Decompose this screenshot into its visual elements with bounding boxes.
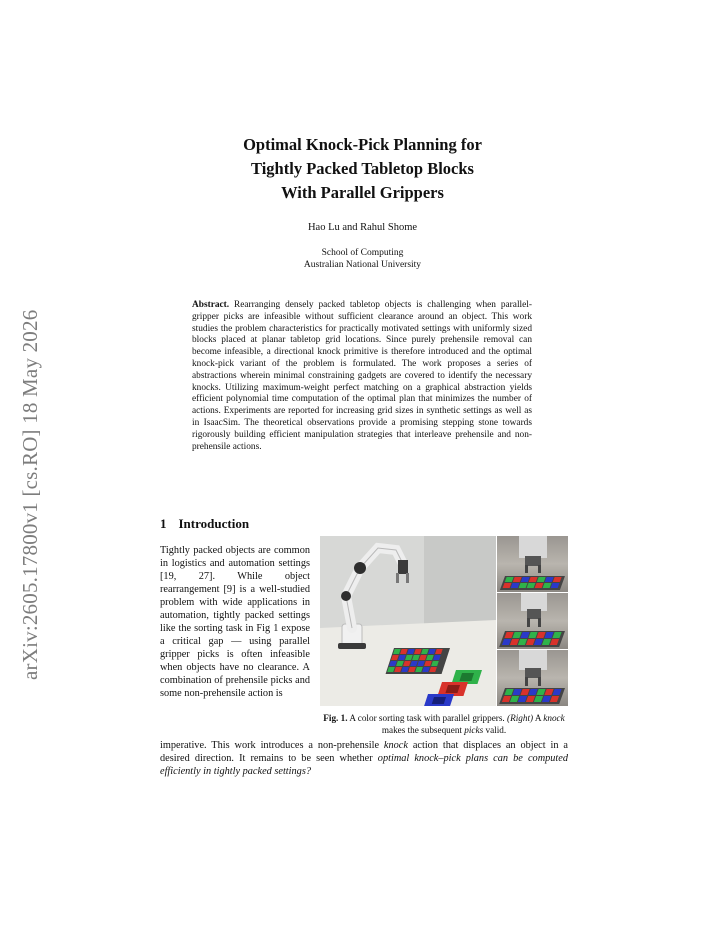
knock-step-drawing-3 bbox=[497, 650, 568, 706]
title-line: Tightly Packed Tabletop Blocks bbox=[251, 159, 474, 178]
caption-term-knock: knock bbox=[543, 713, 565, 723]
intro-paragraph: Tightly packed objects are common in logistics and automation settings [19, 27]. While object rearrangement [9] is a well-studied problem with wide applications in automation, tightly packed settings like the sorting task in Fig 1 expose a critical gap — using parallel gripper picks is often infeasible when objects have no clearance. A combination of prehensile picks and some non-prehensile action is bbox=[160, 545, 310, 699]
intro-text: action that displaces an object in a desired direction. It remains to be seen whether bbox=[160, 740, 568, 764]
authors: Hao Lu and Rahul Shome bbox=[307, 222, 418, 233]
knock-step-drawing-1 bbox=[497, 536, 568, 592]
title-line: Optimal Knock-Pick Planning for bbox=[243, 135, 482, 154]
section-heading bbox=[160, 516, 249, 532]
knock-step-image-1 bbox=[497, 536, 568, 592]
caption-text: A color sorting task with parallel grippers. bbox=[347, 713, 508, 723]
affiliation-line: School of Computing bbox=[321, 248, 404, 258]
robot-scene-image bbox=[320, 536, 496, 706]
caption-right-tag: (Right) bbox=[507, 713, 534, 723]
figure-label: Fig. 1. bbox=[323, 713, 348, 723]
caption-text: valid. bbox=[483, 725, 507, 735]
affiliation-line: Australian National University bbox=[303, 260, 422, 270]
section-title: Introduction bbox=[178, 516, 250, 531]
section-number: 1 bbox=[160, 516, 167, 531]
knock-step-drawing-2 bbox=[497, 593, 568, 649]
figure-caption bbox=[320, 712, 568, 736]
caption-term-picks: picks bbox=[464, 725, 484, 735]
arxiv-identifier: arXiv:2605.17800v1 [cs.RO] 18 May 2026 bbox=[18, 309, 42, 680]
abstract bbox=[192, 300, 532, 453]
intro-paragraph-continued bbox=[160, 739, 568, 778]
intro-term-knock: knock bbox=[383, 740, 408, 751]
abstract-label: Abstract. bbox=[192, 300, 230, 310]
affiliation bbox=[160, 247, 565, 271]
robot-scene-drawing bbox=[320, 536, 496, 706]
knock-step-image-3 bbox=[497, 650, 568, 706]
caption-text: A bbox=[533, 713, 544, 723]
knock-step-image-2 bbox=[497, 593, 568, 649]
abstract-text: Rearranging densely packed tabletop objects is challenging when parallel-gripper picks are infeasible without sufficient clearance around an object. This work studies the problem characteristics for practically motivated settings with uniformly sized blocks placed at planar tabletop grid locations. Since purely prehensile removal can become infeasible, a directional knock primitive is therefore introduced and the optimal knock-pick variant of the problem is formulated. The work proposes a series of abstractions wherein minimal constraining gadgets are covered to identify the necessary knocks. Utilizing maximum-weight perfect matching on a graphical abstraction yields efficient polynomial time computation of the optimal plan that minimizes the number of actions. Experiments are reported for increasing grid sizes in synthetic settings as well as in IsaacSim. The theoretical observations provide a promising stepping stone towards rigorously building efficient manipulation strategies that interleave prehensile and non-prehensile actions. bbox=[192, 300, 532, 452]
title-line: With Parallel Grippers bbox=[281, 183, 444, 202]
intro-question: optimal knock–pick plans can be computed efficiently in tightly packed settings? bbox=[160, 753, 569, 777]
intro-text: imperative. This work introduces a non-prehensile bbox=[160, 740, 384, 751]
paper-title bbox=[160, 133, 565, 205]
caption-text: makes the subsequent bbox=[381, 725, 465, 735]
